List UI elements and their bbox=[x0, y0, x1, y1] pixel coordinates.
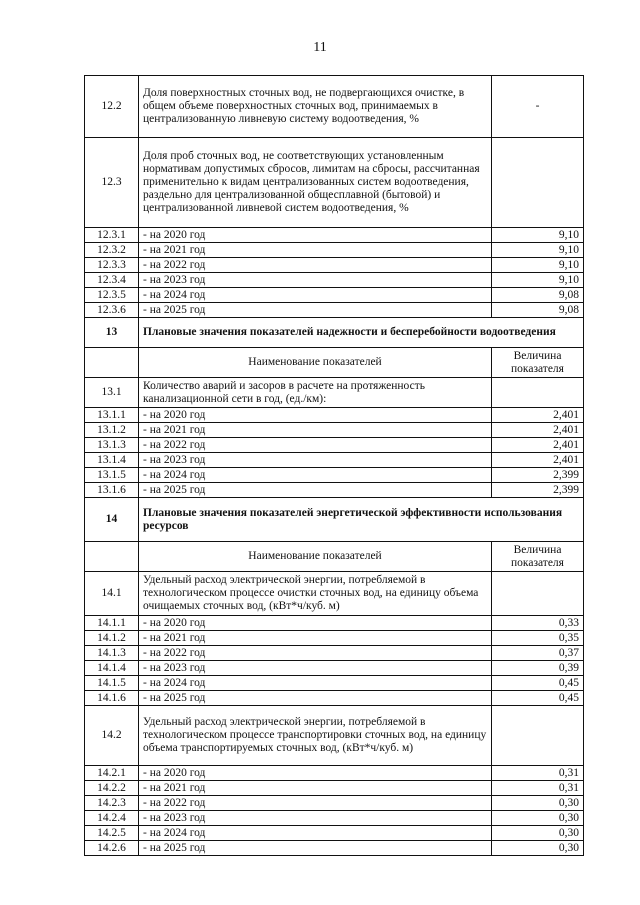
row-number: 14.2 bbox=[85, 706, 139, 766]
row-number: 13.1.5 bbox=[85, 468, 139, 483]
indicator-name: - на 2023 год bbox=[139, 453, 492, 468]
name-column-header: Наименование показателей bbox=[139, 348, 492, 378]
header-row bbox=[85, 348, 584, 378]
name-column-header: Наименование показателей bbox=[139, 542, 492, 572]
table-row bbox=[85, 661, 584, 676]
indicator-name: - на 2021 год bbox=[139, 423, 492, 438]
indicator-value: 9,10 bbox=[492, 243, 584, 258]
header-empty-cell bbox=[85, 348, 139, 378]
section-row bbox=[85, 318, 584, 348]
page-number: 11 bbox=[313, 40, 327, 55]
indicator-name: - на 2020 год bbox=[139, 766, 492, 781]
section-number: 13 bbox=[85, 318, 139, 348]
row-number: 14.1.1 bbox=[85, 616, 139, 631]
table-row bbox=[85, 258, 584, 273]
indicator-name: - на 2021 год bbox=[139, 243, 492, 258]
indicator-value: 0,31 bbox=[492, 781, 584, 796]
value-column-header: Величина показателя bbox=[492, 542, 584, 572]
table-row bbox=[85, 616, 584, 631]
section-number: 14 bbox=[85, 498, 139, 542]
indicator-name: - на 2021 год bbox=[139, 781, 492, 796]
row-number: 14.1.3 bbox=[85, 646, 139, 661]
table-row bbox=[85, 303, 584, 318]
row-number: 12.3.3 bbox=[85, 258, 139, 273]
header-empty-cell bbox=[85, 542, 139, 572]
table-row bbox=[85, 841, 584, 856]
indicator-name: - на 2024 год bbox=[139, 826, 492, 841]
indicator-value: 9,08 bbox=[492, 303, 584, 318]
indicator-value: 0,30 bbox=[492, 841, 584, 856]
indicator-name: - на 2022 год bbox=[139, 258, 492, 273]
row-number: 12.3.4 bbox=[85, 273, 139, 288]
indicator-name: - на 2025 год bbox=[139, 841, 492, 856]
row-number: 13.1 bbox=[85, 378, 139, 408]
table-row bbox=[85, 243, 584, 258]
table-row bbox=[85, 826, 584, 841]
indicator-name: - на 2023 год bbox=[139, 811, 492, 826]
indicator-name: - на 2025 год bbox=[139, 303, 492, 318]
table-row bbox=[85, 228, 584, 243]
section-title: Плановые значения показателей надежности и бесперебойности водоотведения bbox=[139, 318, 584, 348]
table-row bbox=[85, 811, 584, 826]
indicator-value: - bbox=[492, 76, 584, 138]
indicator-value: 2,401 bbox=[492, 408, 584, 423]
table-row bbox=[85, 631, 584, 646]
indicator-value: 2,401 bbox=[492, 453, 584, 468]
indicators-table bbox=[84, 75, 584, 856]
indicator-value: 2,399 bbox=[492, 483, 584, 498]
row-number: 13.1.1 bbox=[85, 408, 139, 423]
row-number: 13.1.3 bbox=[85, 438, 139, 453]
row-number: 12.3.6 bbox=[85, 303, 139, 318]
indicator-value: 9,10 bbox=[492, 258, 584, 273]
table-row bbox=[85, 676, 584, 691]
row-number: 12.3.2 bbox=[85, 243, 139, 258]
table-row bbox=[85, 572, 584, 616]
row-number: 13.1.6 bbox=[85, 483, 139, 498]
table-row bbox=[85, 781, 584, 796]
indicator-value: 0,39 bbox=[492, 661, 584, 676]
indicator-value: 9,08 bbox=[492, 288, 584, 303]
indicator-value: 9,10 bbox=[492, 228, 584, 243]
row-number: 13.1.2 bbox=[85, 423, 139, 438]
row-number: 14.1.2 bbox=[85, 631, 139, 646]
indicator-name: - на 2023 год bbox=[139, 661, 492, 676]
indicator-value bbox=[492, 378, 584, 408]
row-number: 12.3.5 bbox=[85, 288, 139, 303]
table-row bbox=[85, 378, 584, 408]
row-number: 12.2 bbox=[85, 76, 139, 138]
table-row bbox=[85, 766, 584, 781]
indicator-value: 0,37 bbox=[492, 646, 584, 661]
indicator-name: - на 2024 год bbox=[139, 288, 492, 303]
indicator-name: - на 2025 год bbox=[139, 691, 492, 706]
indicator-name: - на 2022 год bbox=[139, 796, 492, 811]
indicator-name: - на 2022 год bbox=[139, 646, 492, 661]
indicator-value: 0,45 bbox=[492, 691, 584, 706]
indicator-value: 2,399 bbox=[492, 468, 584, 483]
indicator-name: - на 2020 год bbox=[139, 228, 492, 243]
table-row bbox=[85, 691, 584, 706]
indicator-value bbox=[492, 572, 584, 616]
table-row bbox=[85, 706, 584, 766]
row-number: 14.2.4 bbox=[85, 811, 139, 826]
indicator-name: - на 2022 год bbox=[139, 438, 492, 453]
indicator-value: 0,33 bbox=[492, 616, 584, 631]
indicator-name: - на 2024 год bbox=[139, 468, 492, 483]
indicator-value: 9,10 bbox=[492, 273, 584, 288]
row-number: 14.2.3 bbox=[85, 796, 139, 811]
indicator-name: - на 2025 год bbox=[139, 483, 492, 498]
section-title: Плановые значения показателей энергетической эффективности использования ресурсов bbox=[139, 498, 584, 542]
table-row bbox=[85, 438, 584, 453]
indicator-value bbox=[492, 706, 584, 766]
table-row bbox=[85, 483, 584, 498]
row-number: 14.2.5 bbox=[85, 826, 139, 841]
row-number: 14.2.6 bbox=[85, 841, 139, 856]
indicator-value bbox=[492, 138, 584, 228]
indicator-value: 0,30 bbox=[492, 811, 584, 826]
table-row bbox=[85, 76, 584, 138]
section-row bbox=[85, 498, 584, 542]
indicator-name: Доля проб сточных вод, не соответствующих установленным нормативам допустимых сбросов, лимитам на сбросы, рассчитанная применительно к видам централизованных систем водоотведения, раздельно для централизованной общесплавной (бытовой) и централизованной ливневой систем водоотведения, % bbox=[139, 138, 492, 228]
row-number: 12.3.1 bbox=[85, 228, 139, 243]
indicator-name: - на 2020 год bbox=[139, 616, 492, 631]
indicator-name: Доля поверхностных сточных вод, не подвергающихся очистке, в общем объеме поверхностных сточных вод, принимаемых в централизованную ливневую систему водоотведения, % bbox=[139, 76, 492, 138]
table-row bbox=[85, 288, 584, 303]
indicator-value: 0,45 bbox=[492, 676, 584, 691]
table-row bbox=[85, 468, 584, 483]
indicator-value: 0,30 bbox=[492, 796, 584, 811]
indicator-name: - на 2024 год bbox=[139, 676, 492, 691]
table-row bbox=[85, 138, 584, 228]
indicator-name: Удельный расход электрической энергии, потребляемой в технологическом процессе очистки сточных вод, на единицу объема очищаемых сточных вод, (кВт*ч/куб. м) bbox=[139, 572, 492, 616]
row-number: 12.3 bbox=[85, 138, 139, 228]
row-number: 14.2.1 bbox=[85, 766, 139, 781]
indicator-value: 0,35 bbox=[492, 631, 584, 646]
row-number: 14.2.2 bbox=[85, 781, 139, 796]
table-row bbox=[85, 453, 584, 468]
indicator-value: 2,401 bbox=[492, 438, 584, 453]
row-number: 13.1.4 bbox=[85, 453, 139, 468]
indicator-name: Количество аварий и засоров в расчете на протяженность канализационной сети в год, (ед./км): bbox=[139, 378, 492, 408]
indicator-value: 0,30 bbox=[492, 826, 584, 841]
indicator-name: Удельный расход электрической энергии, потребляемой в технологическом процессе транспортировки сточных вод, на единицу объема транспортируемых сточных вод, (кВт*ч/куб. м) bbox=[139, 706, 492, 766]
value-column-header: Величина показателя bbox=[492, 348, 584, 378]
table-row bbox=[85, 646, 584, 661]
indicator-name: - на 2023 год bbox=[139, 273, 492, 288]
row-number: 14.1.5 bbox=[85, 676, 139, 691]
indicator-name: - на 2021 год bbox=[139, 631, 492, 646]
row-number: 14.1.6 bbox=[85, 691, 139, 706]
table-row bbox=[85, 408, 584, 423]
indicator-value: 0,31 bbox=[492, 766, 584, 781]
table-row bbox=[85, 423, 584, 438]
table-row bbox=[85, 796, 584, 811]
row-number: 14.1 bbox=[85, 572, 139, 616]
row-number: 14.1.4 bbox=[85, 661, 139, 676]
indicator-value: 2,401 bbox=[492, 423, 584, 438]
indicator-name: - на 2020 год bbox=[139, 408, 492, 423]
table-row bbox=[85, 273, 584, 288]
header-row bbox=[85, 542, 584, 572]
